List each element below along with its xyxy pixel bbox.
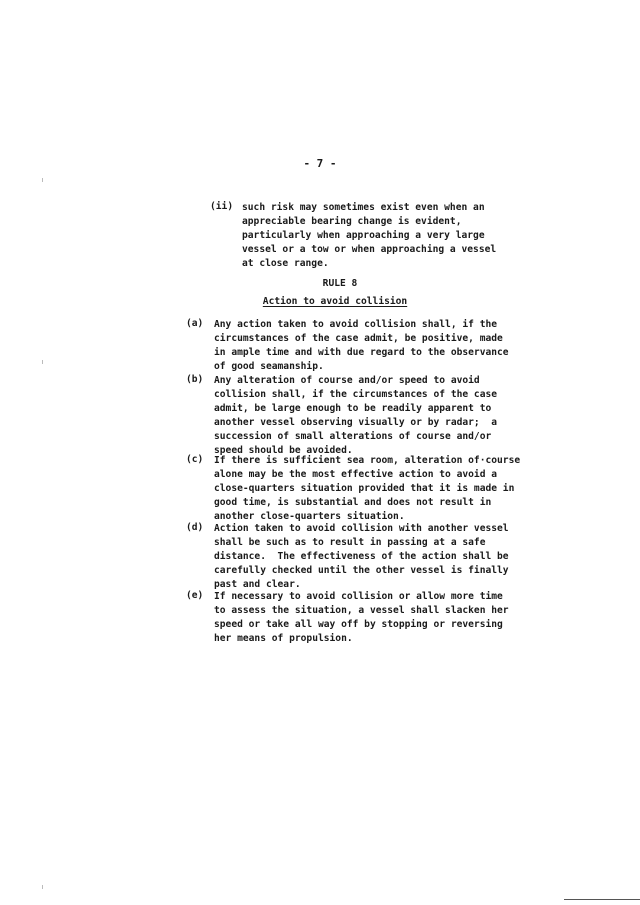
paragraph-d bbox=[214, 522, 509, 592]
text-line: distance. The effectiveness of the action shall be bbox=[214, 551, 509, 562]
text-line: good time, is substantial and does not result in bbox=[214, 497, 492, 508]
scan-mark bbox=[42, 885, 43, 889]
scan-mark bbox=[42, 360, 43, 364]
text-line: of good seamanship. bbox=[214, 361, 324, 372]
text-line: admit, be large enough to be readily apparent to bbox=[214, 403, 492, 414]
paragraph-e bbox=[214, 590, 509, 646]
paragraph-label: (e) bbox=[186, 590, 204, 601]
text-line: at close range. bbox=[242, 258, 329, 269]
rule-title: Action to avoid collision bbox=[262, 296, 408, 307]
scan-edge-line bbox=[564, 899, 640, 900]
text-line: another vessel observing visually or by radar; a bbox=[214, 417, 498, 428]
text-line: vessel or a tow or when approaching a vessel bbox=[242, 244, 497, 255]
text-line: If necessary to avoid collision or allow more time bbox=[214, 591, 503, 602]
text-line: Any alteration of course and/or speed to avoid bbox=[214, 375, 480, 386]
text-line: shall be such as to result in passing at a safe bbox=[214, 537, 486, 548]
paragraph-a bbox=[214, 318, 509, 374]
text-line: collision shall, if the circumstances of the case bbox=[214, 389, 498, 400]
text-line: close-quarters situation provided that it is made in bbox=[214, 483, 515, 494]
paragraph-label: (b) bbox=[186, 374, 204, 385]
text-line: carefully checked until the other vessel is finally bbox=[214, 565, 509, 576]
text-line: in ample time and with due regard to the observance bbox=[214, 347, 509, 358]
text-line: her means of propulsion. bbox=[214, 633, 353, 644]
text-line: such risk may sometimes exist even when an bbox=[242, 202, 485, 213]
text-line: particularly when approaching a very large bbox=[242, 230, 485, 241]
text-line: alone may be the most effective action to avoid a bbox=[214, 469, 498, 480]
paragraph-label: (d) bbox=[186, 522, 204, 533]
subclause-ii-text bbox=[242, 201, 496, 271]
text-line: appreciable bearing change is evident, bbox=[242, 216, 462, 227]
text-line: past and clear. bbox=[214, 579, 301, 590]
paragraph-b bbox=[214, 374, 497, 458]
text-line: succession of small alterations of course and/or bbox=[214, 431, 492, 442]
text-line: speed or take all way off by stopping or reversing bbox=[214, 619, 503, 630]
paragraph-label: (a) bbox=[186, 318, 204, 329]
subclause-label: (ii) bbox=[210, 201, 234, 212]
text-line: to assess the situation, a vessel shall slacken her bbox=[214, 605, 509, 616]
scan-mark bbox=[42, 178, 43, 182]
text-line: Any action taken to avoid collision shall, if the bbox=[214, 319, 498, 330]
paragraph-c bbox=[214, 454, 520, 524]
page-number: - 7 - bbox=[303, 157, 337, 170]
text-line: another close-quarters situation. bbox=[214, 511, 405, 522]
text-line: If there is sufficient sea room, alteration of·course bbox=[214, 455, 521, 466]
text-line: circumstances of the case admit, be positive, made bbox=[214, 333, 503, 344]
text-line: speed should be avoided. bbox=[214, 445, 353, 456]
text-line: Action taken to avoid collision with another vessel bbox=[214, 523, 509, 534]
paragraph-label: (c) bbox=[186, 454, 204, 465]
rule-heading: RULE 8 bbox=[322, 278, 358, 289]
